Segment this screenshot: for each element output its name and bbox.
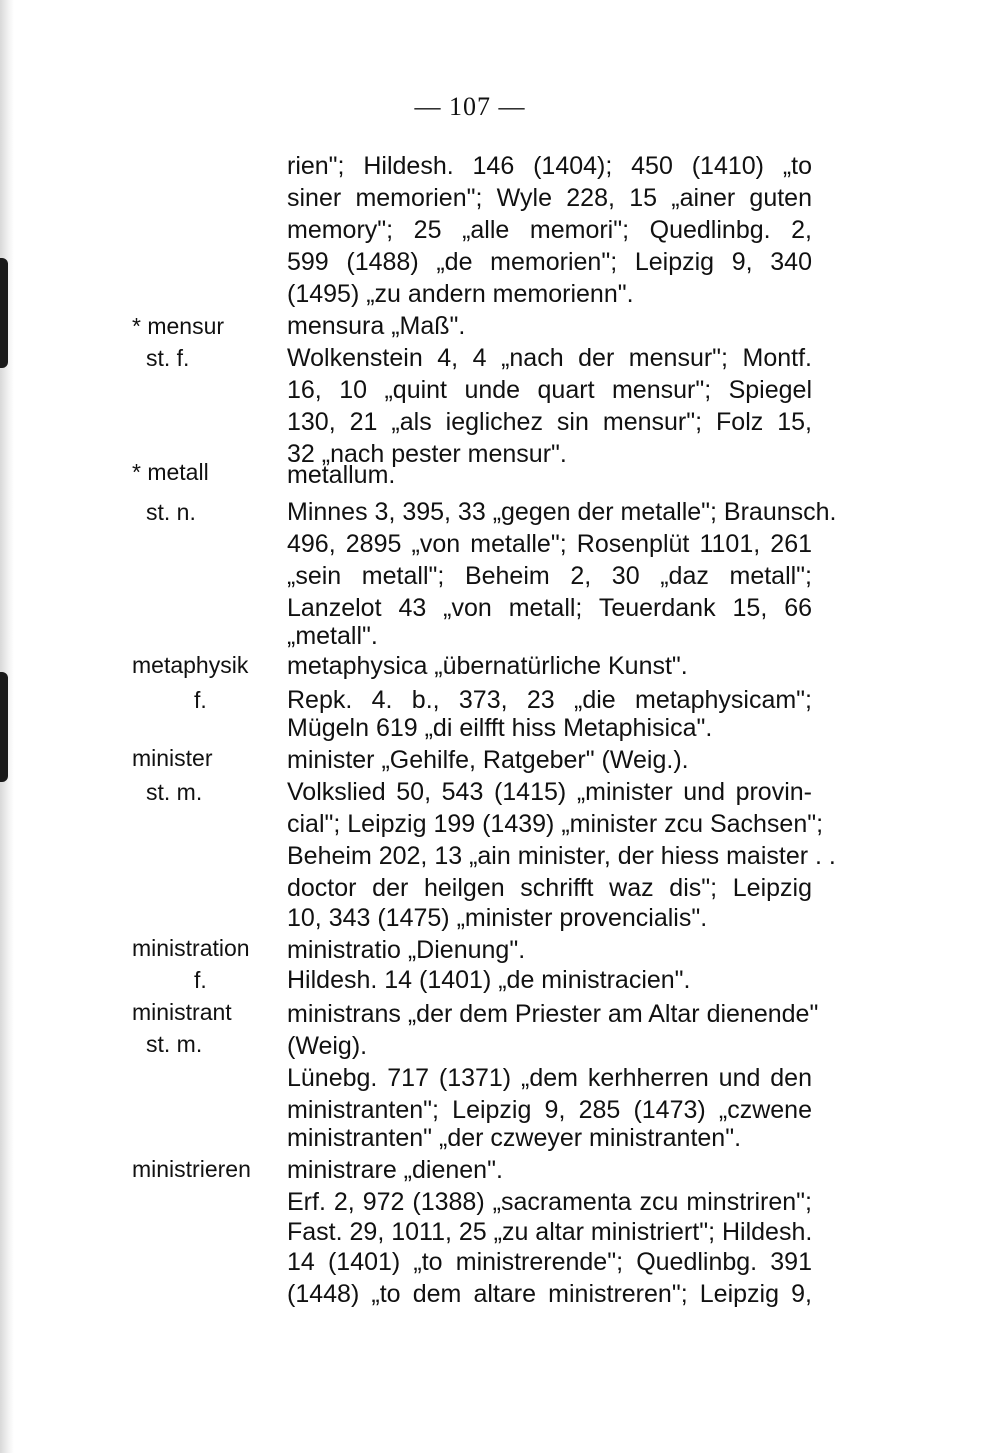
text-line: 32 „nach pester mensur". [287,440,567,468]
text-line: ministranten" „der czweyer ministranten". [287,1124,742,1152]
text-line: siner memorien"; Wyle 228, 15 „ainer guten [287,184,812,212]
binding-mark [0,258,8,368]
text-line: Beheim 202, 13 „ain minister, der hiess maister . . [287,842,836,870]
text-line: Fast. 29, 1011, 25 „zu altar ministriert"; Hildesh. [287,1218,813,1246]
text-line: (1495) „zu andern memorienn". [287,280,634,308]
headword-ministration: ministration [132,935,250,961]
text-line: metaphysica „übernatürliche Kunst". [287,652,688,680]
text-line: 599 (1488) „de memorien"; Leipzig 9, 340 [287,248,812,276]
page-number: — 107 — [414,92,526,121]
headword-metall: * metall [132,459,209,485]
text-line: mensura „Maß". [287,312,466,340]
text-line: Lünebg. 717 (1371) „dem kerhherren und den [287,1064,812,1092]
gram-mensur: st. f. [146,345,190,371]
text-line: 14 (1401) „to ministrerende"; Quedlinbg. 391 [287,1248,812,1276]
gram-minister: st. m. [146,779,203,805]
text-line: 496, 2895 „von metalle"; Rosenplüt 1101, 261 [287,530,812,558]
text-line: „sein metall"; Beheim 2, 30 „daz metall"; [287,562,812,590]
text-line: ministrans „der dem Priester am Altar dienende" [287,1000,819,1028]
text-line: memory"; 25 „alle memori"; Quedlinbg. 2, [287,216,812,244]
text-line: Lanzelot 43 „von metall; Teuerdank 15, 66 [287,594,812,622]
text-line: ministrare „dienen". [287,1156,503,1184]
text-line: metallum. [287,461,396,489]
text-line: 130, 21 „als ieglichez sin mensur"; Folz 15, [287,408,812,436]
text-line: Minnes 3, 395, 33 „gegen der metalle"; Braunsch. [287,498,837,526]
text-line: Mügeln 619 „di eilfft hiss Metaphisica". [287,714,713,742]
text-line: Repk. 4. b., 373, 23 „die metaphysicam"; [287,686,812,714]
text-line: rien"; Hildesh. 146 (1404); 450 (1410) „to [287,152,812,180]
gram-ministration: f. [194,967,207,993]
text-line: „metall". [287,622,378,650]
text-line: (Weig). [287,1032,368,1060]
headword-ministrieren: ministrieren [132,1156,251,1182]
text-line: 16, 10 „quint unde quart mensur"; Spiegel [287,376,812,404]
text-line: Hildesh. 14 (1401) „de ministracien". [287,966,691,994]
text-line: Volkslied 50, 543 (1415) „minister und provin- [287,778,812,806]
gram-ministrant: st. m. [146,1031,203,1057]
text-line: doctor der heilgen schrifft waz dis"; Leipzig [287,874,812,902]
text-line: ministranten"; Leipzig 9, 285 (1473) „czwene [287,1096,812,1124]
text-line: 10, 343 (1475) „minister provencialis". [287,904,708,932]
headword-metaphysik: metaphysik [132,652,249,678]
text-line: Wolkenstein 4, 4 „nach der mensur"; Montf. [287,344,812,372]
headword-mensur: * mensur [132,313,225,339]
text-line: ministratio „Dienung". [287,936,526,964]
headword-minister: minister [132,745,213,771]
text-line: minister „Gehilfe, Ratgeber" (Weig.). [287,746,689,774]
text-line: (1448) „to dem altare ministreren"; Leipzig 9, [287,1280,812,1308]
gram-metall: st. n. [146,499,196,525]
gram-metaphysik: f. [194,687,207,713]
text-line: Erf. 2, 972 (1388) „sacramenta zcu minstriren"; [287,1188,812,1216]
headword-ministrant: ministrant [132,999,232,1025]
text-line: cial"; Leipzig 199 (1439) „minister zcu Sachsen"; [287,810,824,838]
binding-mark [0,672,8,782]
